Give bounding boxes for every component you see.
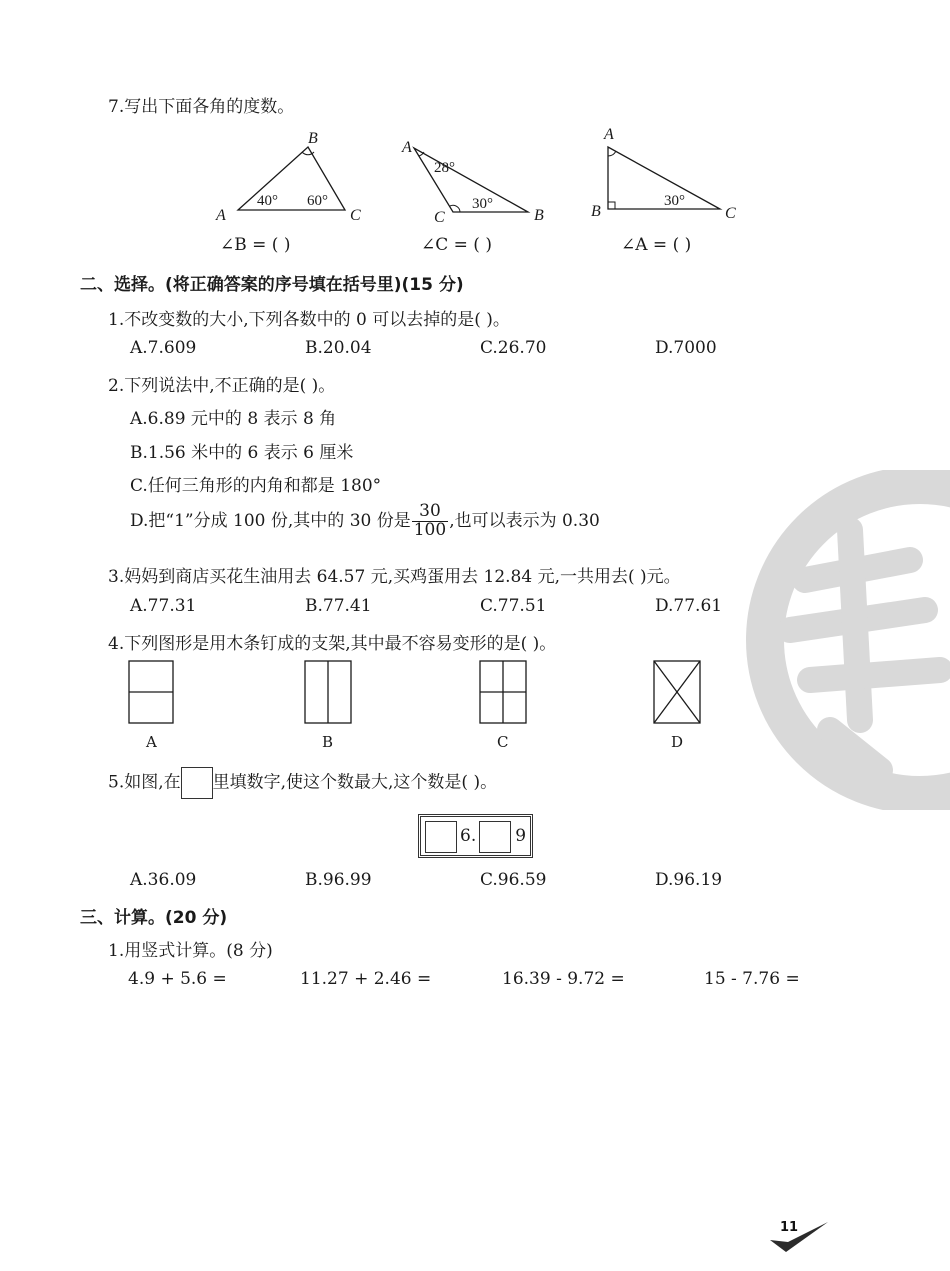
frame-d-label: D [671,733,684,751]
t2-angle-A: 28° [434,160,455,176]
q2-1-stem: 1.不改变数的大小,下列各数中的 0 可以去掉的是( )。 [108,310,510,330]
frame-b-label: B [322,733,334,751]
watermark-seal [710,470,950,810]
q2-2-option-a[interactable]: A.6.89 元中的 8 表示 8 角 [130,409,337,429]
q2-4-stem: 4.下列图形是用木条钉成的支架,其中最不容易变形的是( )。 [108,634,557,654]
t2-angle-B: 30° [472,196,493,212]
calc-expression-3: 16.39 - 9.72 = [502,969,625,989]
q2-5-option-c[interactable]: C.96.59 [480,870,547,890]
t3-label-A: A [604,126,614,143]
q2-3-option-c[interactable]: C.77.51 [480,596,547,616]
q2-5-stem-pre: 5.如图,在 [108,772,181,793]
digit-box [181,767,213,799]
q2-2-option-c[interactable]: C.任何三角形的内角和都是 180° [130,476,382,496]
triangle-3-figure [588,122,748,227]
section-3-header: 三、计算。(20 分) [80,908,228,928]
q2-5-option-d[interactable]: D.96.19 [655,870,723,890]
digit-box-2[interactable] [479,821,511,853]
t2-answer[interactable]: ∠C = ( ) [421,235,492,255]
t1-answer[interactable]: ∠B = ( ) [220,235,291,255]
calc-expression-2: 11.27 + 2.46 = [300,969,432,989]
q2-2-option-b[interactable]: B.1.56 米中的 6 表示 6 厘米 [130,443,354,463]
q2-3-stem: 3.妈妈到商店买花生油用去 64.57 元,买鸡蛋用去 12.84 元,一共用去( )元。 [108,567,681,587]
page-number: 11 [780,1220,799,1235]
q2-3-option-a[interactable]: A.77.31 [130,596,197,616]
t1-angle-A: 40° [257,193,278,209]
q2-5-option-a[interactable]: A.36.09 [130,870,197,890]
number-figure-end: 9 [515,826,527,846]
q2-1-option-d[interactable]: D.7000 [655,338,717,358]
q3-1-title: 1.用竖式计算。(8 分) [108,941,273,961]
q2-3-option-d[interactable]: D.77.61 [655,596,723,616]
q7-title: 7.写出下面各角的度数。 [108,97,295,117]
number-figure-middle: 6. [460,826,477,846]
t1-label-A: A [216,207,226,224]
section-2-header: 二、选择。(将正确答案的序号填在括号里)(15 分) [80,275,464,295]
q2-3-option-b[interactable]: B.77.41 [305,596,372,616]
t3-label-C: C [725,205,736,222]
t3-label-B: B [591,203,601,220]
calc-expression-1: 4.9 + 5.6 = [128,969,227,989]
t1-label-C: C [350,207,361,224]
q2-1-option-c[interactable]: C.26.70 [480,338,547,358]
triangle-2-figure [398,128,558,228]
fraction [412,503,448,540]
t1-angle-C: 60° [307,193,328,209]
checkmark-icon [768,1218,832,1258]
frame-c-figure[interactable] [479,660,527,725]
q2-2-stem: 2.下列说法中,不正确的是( )。 [108,376,336,396]
t2-label-A: A [402,139,412,156]
q2-2-option-d-pre: D.把“1”分成 100 份,其中的 30 份是 [130,510,411,531]
q2-1-option-b[interactable]: B.20.04 [305,338,372,358]
frame-d-figure[interactable] [653,660,701,725]
q2-2-option-d-post: ,也可以表示为 0.30 [449,510,600,531]
frame-a-figure[interactable] [128,660,174,725]
t2-label-C: C [434,209,445,226]
t2-label-B: B [534,207,544,224]
triangle-1-figure [210,125,370,230]
frame-b-figure[interactable] [304,660,352,725]
t3-angle-C: 30° [664,193,685,209]
fraction-denominator: 100 [413,519,447,540]
frame-a-label: A [146,733,157,751]
t3-answer[interactable]: ∠A = ( ) [621,235,692,255]
number-figure [418,814,533,858]
q2-1-option-a[interactable]: A.7.609 [130,338,197,358]
q2-5-stem [108,767,497,799]
q2-5-stem-post: 里填数字,使这个数最大,这个数是( )。 [212,772,498,793]
calc-expression-4: 15 - 7.76 = [704,969,800,989]
t1-label-B: B [308,130,318,147]
frame-c-label: C [497,733,509,751]
q2-2-option-d[interactable] [130,503,600,540]
digit-box-1[interactable] [425,821,457,853]
q2-5-option-b[interactable]: B.96.99 [305,870,372,890]
fraction-numerator: 30 [412,503,448,522]
